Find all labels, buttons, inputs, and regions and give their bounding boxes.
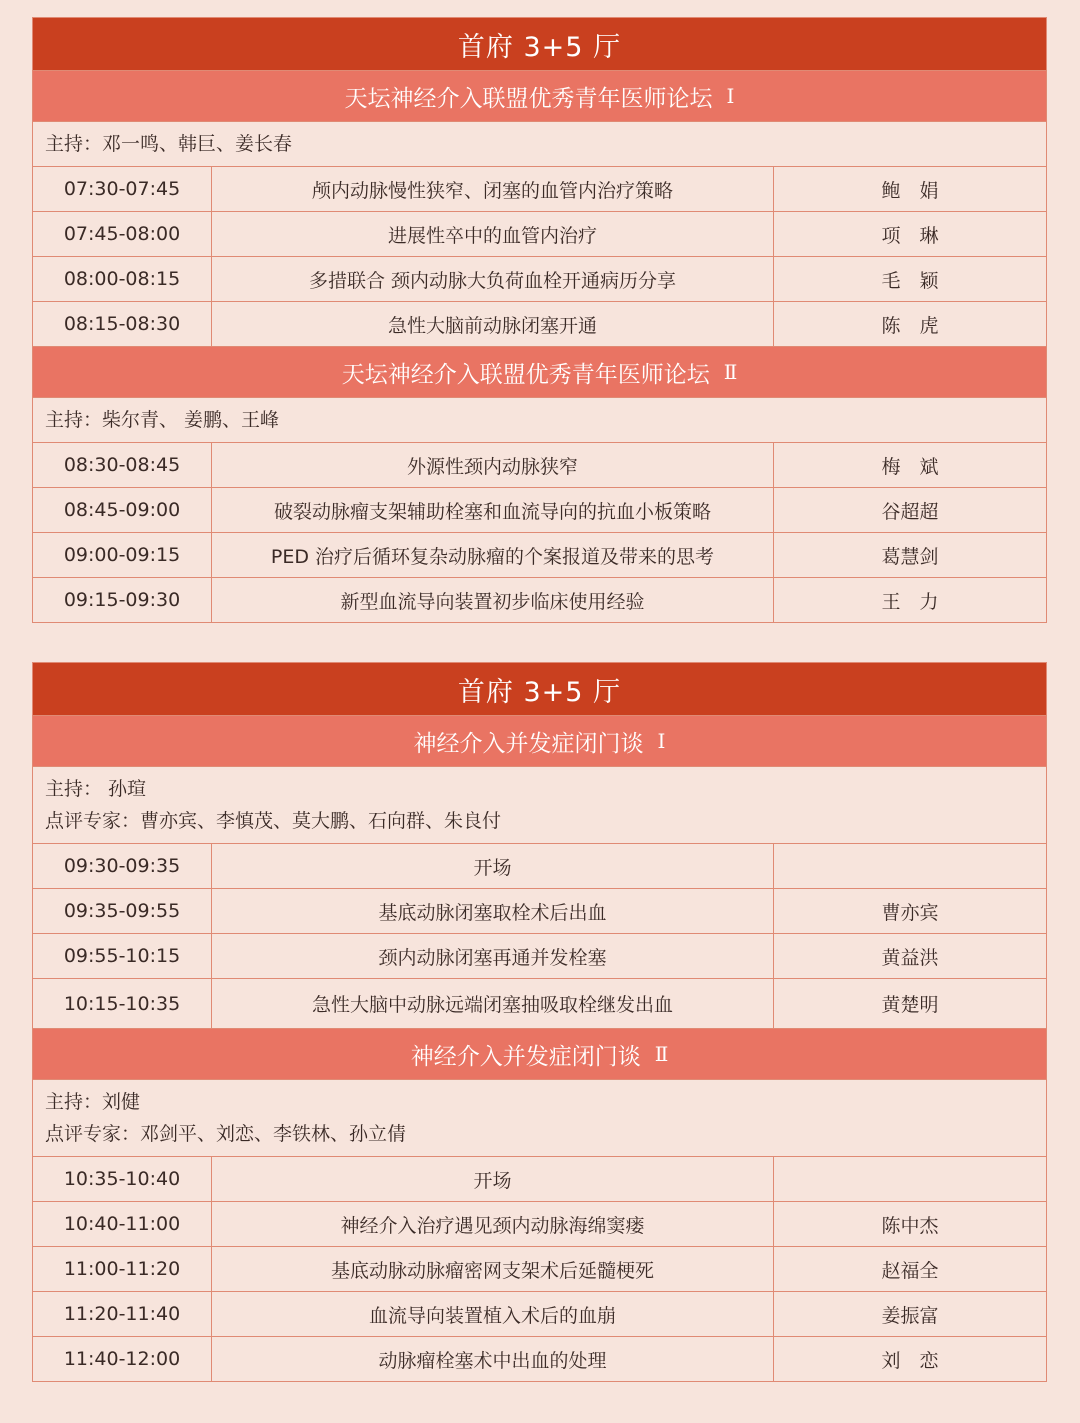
time-cell: 08:15-08:30	[33, 302, 212, 346]
time-cell: 08:00-08:15	[33, 257, 212, 301]
host-line: 主持： 孙瑄	[45, 778, 147, 800]
topic-cell: 动脉瘤栓塞术中出血的处理	[212, 1337, 774, 1381]
session-title	[33, 715, 1046, 766]
time-cell: 10:15-10:35	[33, 979, 212, 1028]
session-info	[33, 766, 1046, 843]
time-cell: 08:45-09:00	[33, 488, 212, 532]
speaker-cell: 黄益洪	[881, 946, 939, 969]
time-cell: 10:40-11:00	[33, 1202, 212, 1246]
speaker-cell: 谷超超	[881, 500, 939, 523]
schedule-row	[33, 442, 1046, 487]
schedule-row	[33, 577, 1046, 622]
topic-cell: 急性大脑中动脉远端闭塞抽吸取栓继发出血	[212, 979, 774, 1028]
time-cell: 07:45-08:00	[33, 212, 212, 256]
schedule-row	[33, 1201, 1046, 1246]
hall-title: 首府 3+5 厅	[33, 18, 1046, 70]
schedule-row	[33, 888, 1046, 933]
time-cell: 08:30-08:45	[33, 443, 212, 487]
time-cell: 07:30-07:45	[33, 167, 212, 211]
time-cell: 09:00-09:15	[33, 533, 212, 577]
session-title	[33, 346, 1046, 397]
speaker-cell: 王 力	[881, 590, 939, 613]
schedule-row	[33, 1336, 1046, 1381]
topic-cell: 进展性卒中的血管内治疗	[212, 212, 774, 256]
speaker-cell: 曹亦宾	[881, 901, 939, 924]
topic-cell: 破裂动脉瘤支架辅助栓塞和血流导向的抗血小板策略	[212, 488, 774, 532]
time-cell: 10:35-10:40	[33, 1157, 212, 1201]
session-name: 神经介入并发症闭门谈	[413, 730, 644, 757]
session-name: 神经介入并发症闭门谈	[410, 1043, 641, 1070]
schedule-row	[33, 843, 1046, 888]
session-numeral: Ⅱ	[654, 1042, 669, 1066]
speaker-cell: 赵福全	[881, 1259, 939, 1282]
time-cell: 09:35-09:55	[33, 889, 212, 933]
session-numeral: Ⅰ	[657, 729, 666, 753]
topic-cell: PED 治疗后循环复杂动脉瘤的个案报道及带来的思考	[212, 533, 774, 577]
topic-cell: 外源性颈内动脉狭窄	[212, 443, 774, 487]
topic-cell: 新型血流导向装置初步临床使用经验	[212, 578, 774, 622]
speaker-cell: 项 琳	[881, 224, 939, 247]
speaker-cell: 陈中杰	[881, 1214, 939, 1237]
session-numeral: Ⅱ	[723, 360, 738, 384]
topic-cell: 基底动脉闭塞取栓术后出血	[212, 889, 774, 933]
host-line: 主持：柴尔青、 姜鹏、王峰	[45, 409, 280, 431]
experts-line: 点评专家：邓剑平、刘恋、李铁林、孙立倩	[45, 1123, 407, 1145]
speaker-cell: 毛 颖	[881, 269, 939, 292]
time-cell: 11:00-11:20	[33, 1247, 212, 1291]
time-cell: 09:55-10:15	[33, 934, 212, 978]
topic-cell: 血流导向装置植入术后的血崩	[212, 1292, 774, 1336]
speaker-cell	[774, 844, 1046, 888]
speaker-cell: 黄楚明	[881, 994, 939, 1016]
session-name: 天坛神经介入联盟优秀青年医师论坛	[344, 85, 713, 112]
topic-cell: 基底动脉动脉瘤密网支架术后延髓梗死	[212, 1247, 774, 1291]
schedule-row	[33, 211, 1046, 256]
session-numeral: Ⅰ	[726, 84, 735, 108]
speaker-cell: 葛慧剑	[881, 545, 939, 568]
schedule-row	[33, 1291, 1046, 1336]
schedule-block-2	[32, 662, 1047, 1382]
speaker-cell: 鲍 娟	[881, 179, 939, 202]
time-cell: 09:30-09:35	[33, 844, 212, 888]
session-info	[33, 397, 1046, 442]
session-info	[33, 121, 1046, 166]
topic-cell: 开场	[212, 844, 774, 888]
topic-cell: 颈内动脉闭塞再通并发栓塞	[212, 934, 774, 978]
session-title	[33, 70, 1046, 121]
speaker-cell: 梅 斌	[881, 455, 939, 478]
host-line: 主持：邓一鸣、韩巨、姜长春	[45, 133, 293, 155]
time-cell: 11:20-11:40	[33, 1292, 212, 1336]
schedule-row	[33, 166, 1046, 211]
topic-cell: 开场	[212, 1157, 774, 1201]
topic-cell: 急性大脑前动脉闭塞开通	[212, 302, 774, 346]
topic-cell: 多措联合 颈内动脉大负荷血栓开通病历分享	[212, 257, 774, 301]
schedule-block-1	[32, 17, 1047, 623]
time-cell: 11:40-12:00	[33, 1337, 212, 1381]
hall-title: 首府 3+5 厅	[33, 663, 1046, 715]
speaker-cell: 陈 虎	[881, 314, 939, 337]
time-cell: 09:15-09:30	[33, 578, 212, 622]
experts-line: 点评专家：曹亦宾、李慎茂、莫大鹏、石向群、朱良付	[45, 810, 502, 832]
host-line: 主持：刘健	[45, 1091, 141, 1113]
schedule-row	[33, 256, 1046, 301]
schedule-row	[33, 487, 1046, 532]
speaker-cell: 姜振富	[881, 1304, 939, 1327]
schedule-row	[33, 933, 1046, 978]
schedule-row	[33, 1156, 1046, 1201]
session-info	[33, 1079, 1046, 1156]
topic-cell: 神经介入治疗遇见颈内动脉海绵窦瘘	[212, 1202, 774, 1246]
schedule-row	[33, 1246, 1046, 1291]
session-name: 天坛神经介入联盟优秀青年医师论坛	[341, 361, 710, 388]
topic-cell: 颅内动脉慢性狭窄、闭塞的血管内治疗策略	[212, 167, 774, 211]
speaker-cell	[774, 1157, 1046, 1201]
session-title	[33, 1028, 1046, 1079]
schedule-row	[33, 978, 1046, 1028]
schedule-row	[33, 532, 1046, 577]
schedule-row	[33, 301, 1046, 346]
speaker-cell: 刘 恋	[881, 1349, 939, 1372]
